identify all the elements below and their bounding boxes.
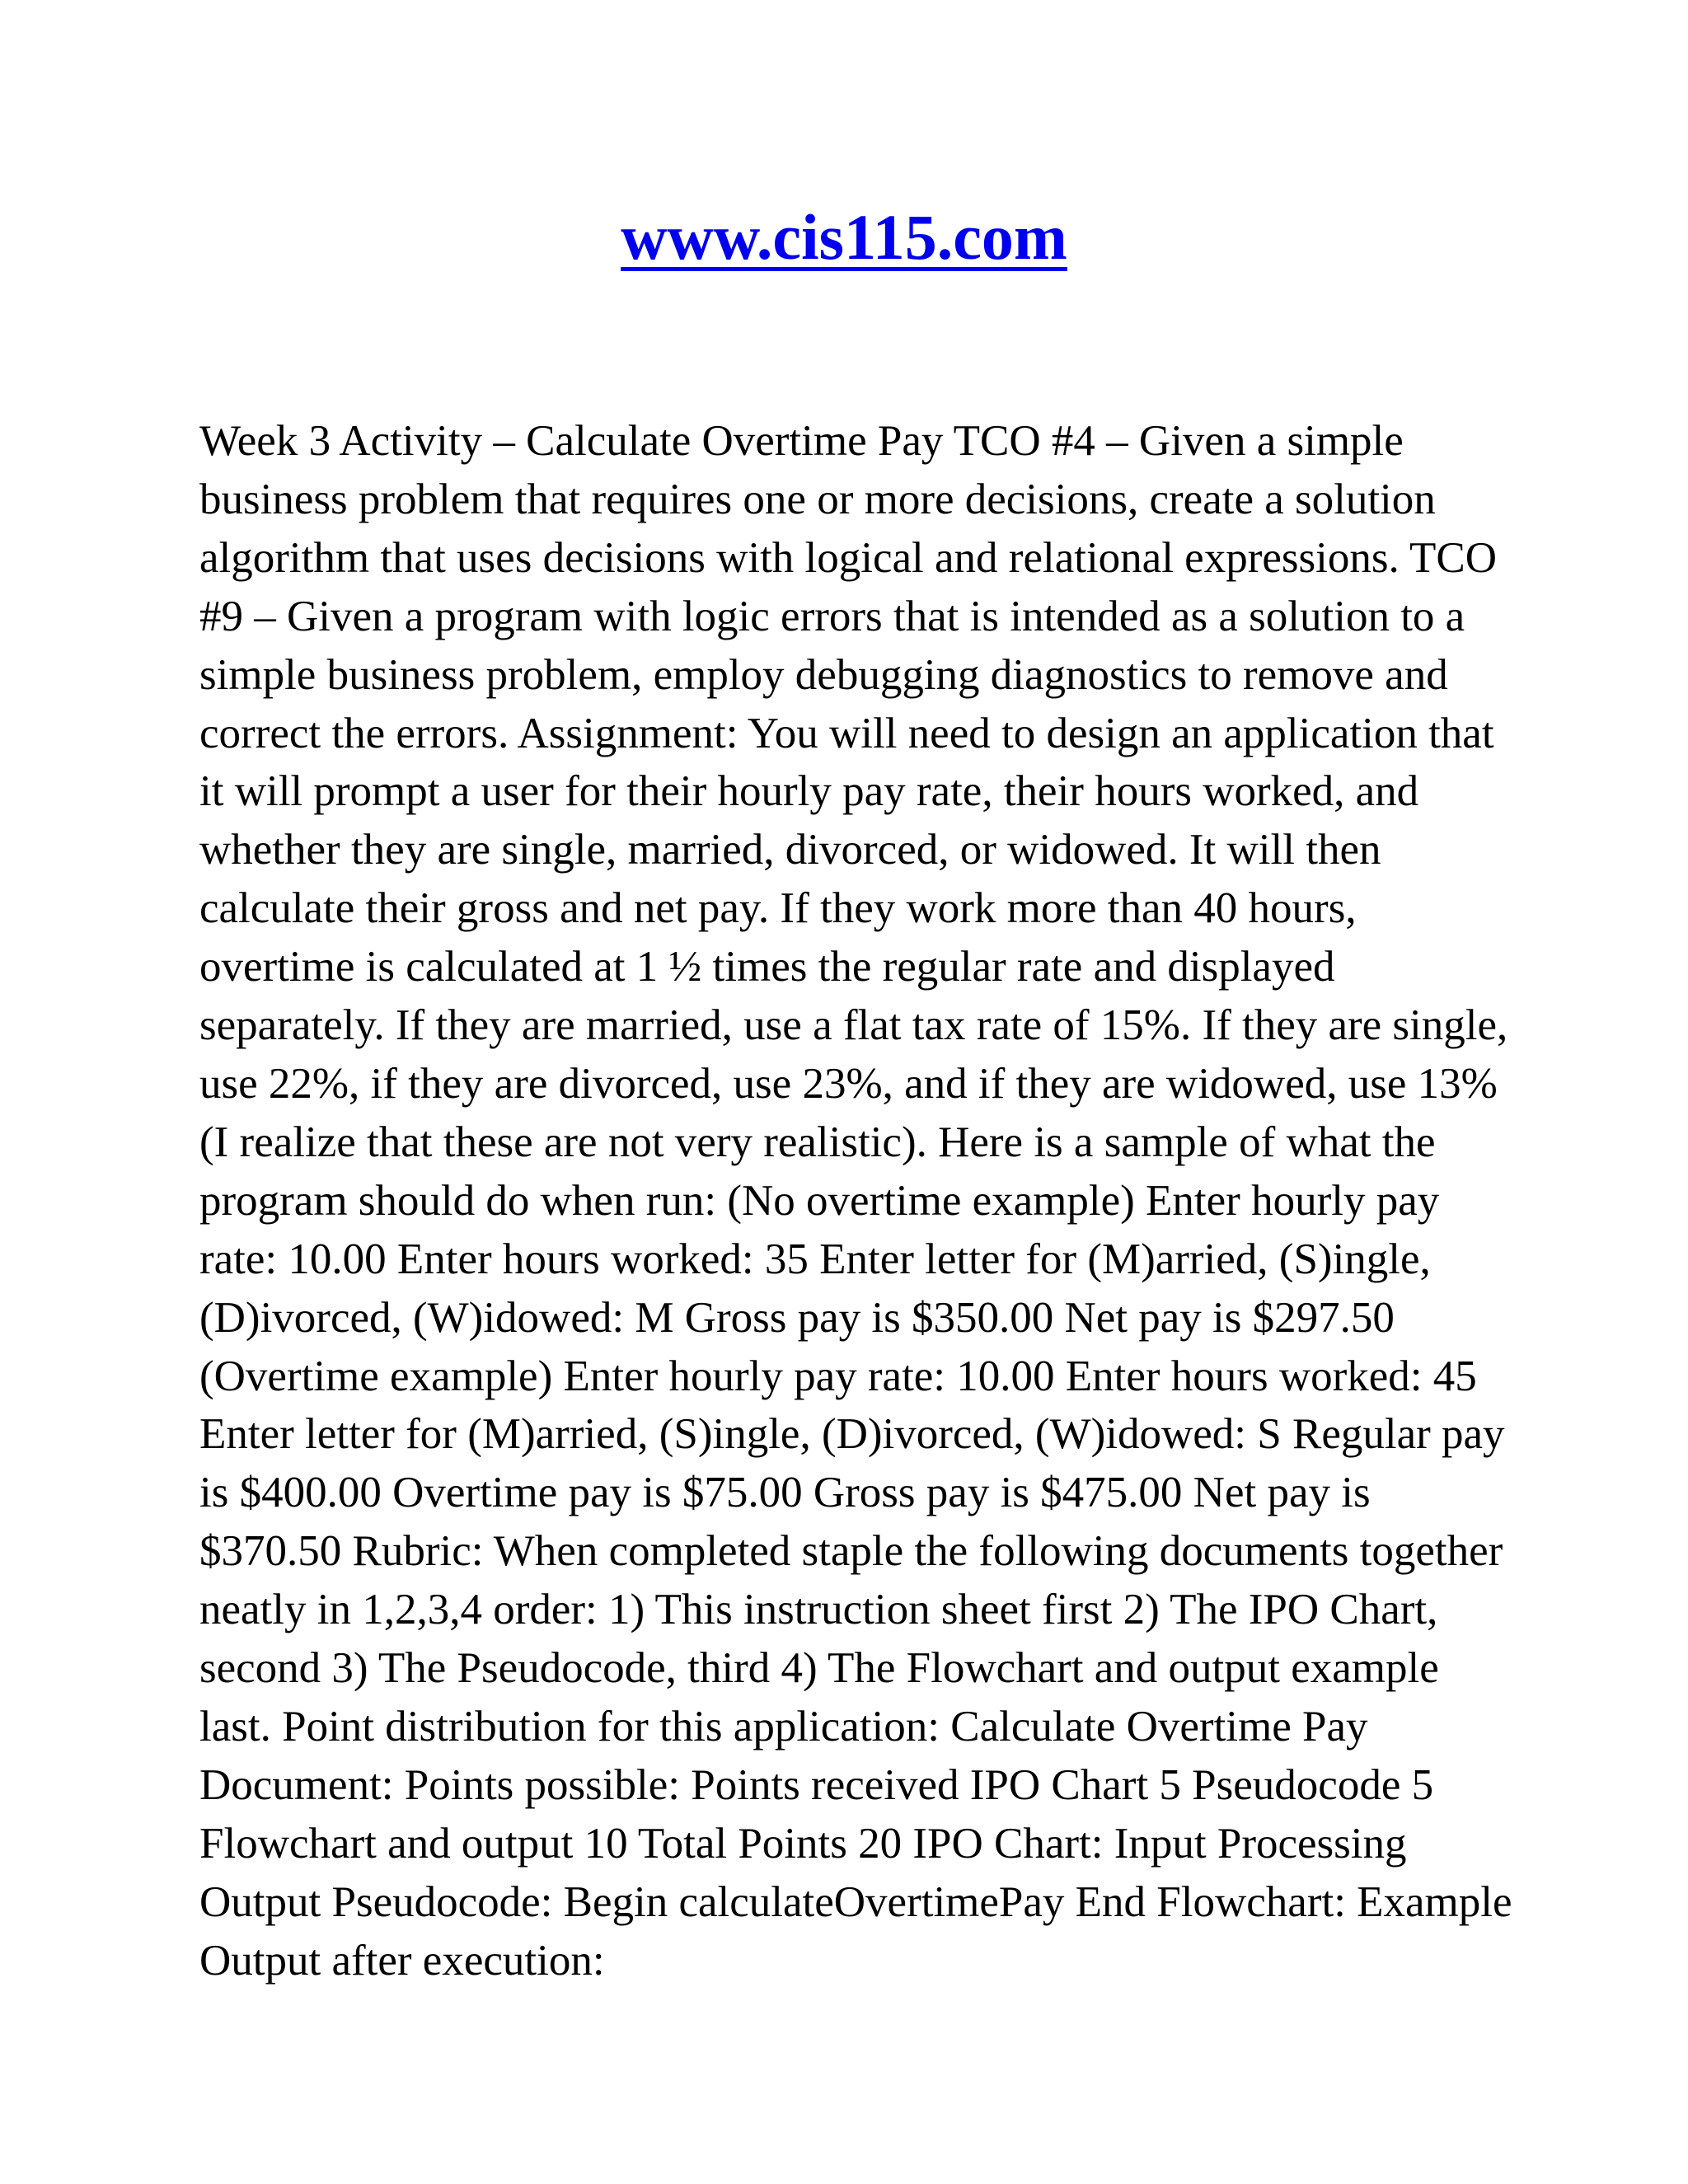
site-header: [0, 196, 1688, 279]
site-link[interactable]: www.cis115.com: [621, 201, 1067, 273]
assignment-body-text: Week 3 Activity – Calculate Overtime Pay TCO #4 – Given a simple business problem that requires one or more decisions, create a solution algorithm that uses decisions with logical and relational expressions. TCO #9 – Given a program with logic errors that is intended as a solution to a simple business problem, employ debugging diagnostics to remove and correct the errors. Assignment: You will need to design an application that it will prompt a user for their hourly pay rate, their hours worked, and whether they are single, married, divorced, or widowed. It will then calculate their gross and net pay. If they work more than 40 hours, overtime is calculated at 1 ½ times the regular rate and displayed separately. If they are married, use a flat tax rate of 15%. If they are single, use 22%, if they are divorced, use 23%, and if they are widowed, use 13% (I realize that these are not very realistic). Here is a sample of what the program should do when run: (No overtime example) Enter hourly pay rate: 10.00 Enter hours worked: 35 Enter letter for (M)arried, (S)ingle, (D)ivorced, (W)idowed: M Gross pay is $350.00 Net pay is $297.50 (Overtime example) Enter hourly pay rate: 10.00 Enter hours worked: 45 Enter letter for (M)arried, (S)ingle, (D)ivorced, (W)idowed: S Regular pay is $400.00 Overtime pay is $75.00 Gross pay is $475.00 Net pay is $370.50 Rubric: When completed staple the following documents together neatly in 1,2,3,4 order: 1) This instruction sheet first 2) The IPO Chart, second 3) The Pseudocode, third 4) The Flowchart and output example last. Point distribution for this application: Calculate Overtime Pay Document: Points possible: Points received IPO Chart 5 Pseudocode 5 Flowchart and output 10 Total Points 20 IPO Chart: Input Processing Output Pseudocode: Begin calculateOvertimePay End Flowchart: Example Output after execution:: [199, 417, 1512, 1985]
